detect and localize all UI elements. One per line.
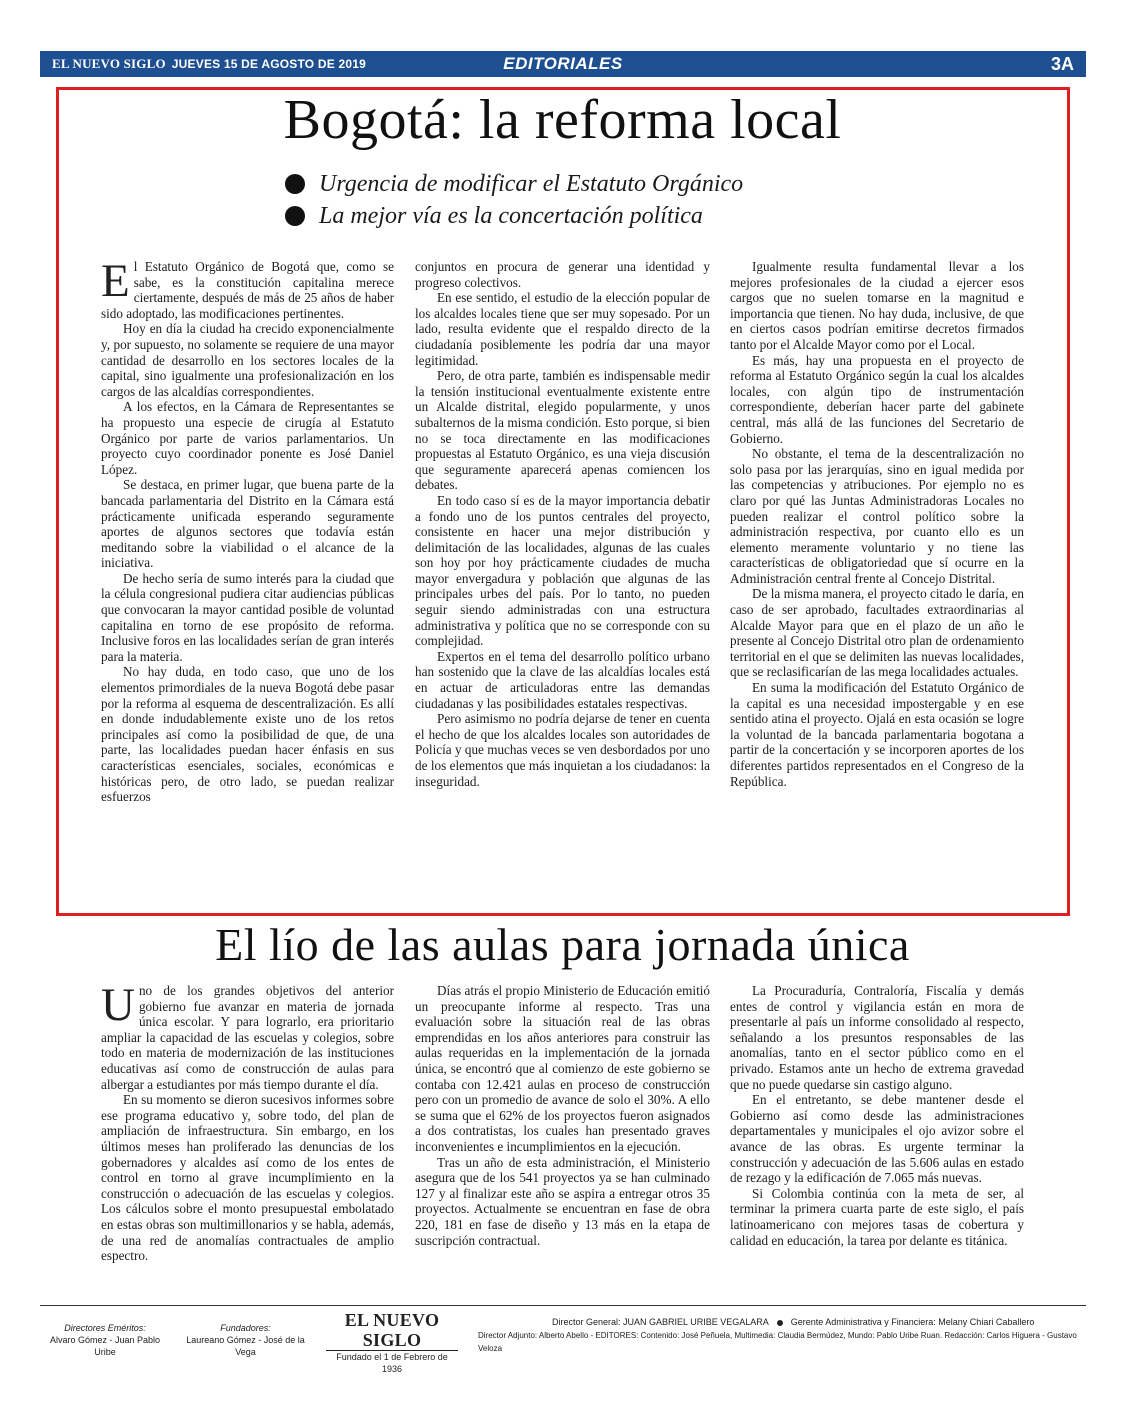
article2-column-2 bbox=[415, 983, 710, 1248]
fundadores-names: Laureano Gómez - José de la Vega bbox=[186, 1335, 305, 1357]
paragraph: Tras un año de esta administración, el Ministerio asegura que de los 541 proyectos ya se han culminado 127 y al finalizar este año se aspira a entregar otros 35 proyectos. Actualmente se encuentran en fase de obra 220, 181 en fase de diseño y 13 más en la etapa de suscripción contractual. bbox=[415, 1154, 710, 1248]
article1-deck bbox=[285, 168, 743, 232]
paragraph: Es más, hay una propuesta en el proyecto de reforma al Estatuto Orgánico según la cual los alcaldes locales, con algún tipo de instrumentación correspondiente, deberían hacer parte del gabinete central, más allá de las funciones del Secretario de Gobierno. bbox=[730, 352, 1024, 446]
masthead-brand: EL NUEVO SIGLO bbox=[52, 56, 166, 71]
paragraph: De la misma manera, el proyecto citado le daría, en caso de ser aprobado, facultades extraordinarias al Alcalde Mayor para que en el plazo de un año le presente al Concejo Distrital otro plan de ordenamiento territorial en el que se delimiten las nuevas localidades, que se reclasificarían de las mega localidades actuales. bbox=[730, 586, 1024, 680]
deck-text: La mejor vía es la concertación política bbox=[319, 202, 703, 229]
article2-column-1 bbox=[101, 979, 394, 1264]
paragraph: Días atrás el propio Ministerio de Educación emitió un preocupante informe al respecto. Tras una evaluación sobre la situación real de las obras emprendidas en los años anteriores para construir las aulas requeridas en la implementación de la jornada única, se encontró que al comienzo de este gobierno se contaba con 12.421 aulas en proceso de construcción pero con un promedio de avance de solo el 30%. A ello se suma que el 62% de los proyectos fueron asignados a dos contratistas, los cuales han presentado graves inconvenientes e incumplimientos en la ejecución. bbox=[415, 983, 710, 1154]
masthead-date: JUEVES 15 DE AGOSTO DE 2019 bbox=[171, 57, 366, 71]
deck-line bbox=[285, 200, 743, 232]
paragraph: Si Colombia continúa con la meta de ser, al terminar la primera cuarta parte de este siglo, el país latinoamericano con mejores tasas de cobertura y calidad en educación, la tarea por delante es titánica. bbox=[730, 1185, 1024, 1248]
paragraph: Pero, de otra parte, también es indispensable medir la tensión institucional eventualmente existente entre un Alcalde distrital, elegido popularmente, y unos subalternos de la misma condición. Esto porque, si bien no se toca directamente en las modificaciones propuestas al Estatuto Orgánico, es una vieja discusión que seguramente aparecerá apenas comiencen los debates. bbox=[415, 368, 710, 493]
article1-column-2 bbox=[415, 259, 710, 789]
paragraph: De hecho sería de sumo interés para la ciudad que la célula congresional pudiera citar audiencias públicas que convocaran la mayor cantidad posible de voluntad capitalina en torno de ese propósito de reforma. Inclusive foros en las localidades serían de gran interés para la materia. bbox=[101, 570, 394, 664]
paragraph: No obstante, el tema de la descentralización no solo pasa por las jerarquías, sino en igual medida por las competencias y atribuciones. Por ejemplo no es claro por qué las Juntas Administradoras Locales no pueden realizar el control político sobre la administración respectiva, por cuanto ello es un elemento meramente voluntario y no tiene las características de obligatoriedad que sí ocurre en la Administración central frente al Concejo Distrital. bbox=[730, 446, 1024, 586]
drop-cap: E bbox=[101, 255, 130, 307]
paragraph: Igualmente resulta fundamental llevar a los mejores profesionales de la ciudad a ejercer esos cargos que no suelen tomarse en la magnitud e importancia que tienen. No hay duda, inclusive, de que en ciertos casos podrían emitirse decretos firmados tanto por el Alcalde Mayor como por el Local. bbox=[730, 259, 1024, 352]
footer-logo: EL NUEVO SIGLO bbox=[326, 1310, 458, 1351]
paragraph: Expertos en el tema del desarrollo político urbano han sostenido que la clave de las alcaldías locales está en actuar de articuladoras entre las demandas ciudadanas y las posibilidades estatales respectivas. bbox=[415, 648, 710, 711]
paragraph bbox=[101, 255, 394, 321]
staff-line-2: Director Adjunto: Alberto Abello - EDITORES: Contenido: José Peñuela, Multimedia: Claudia Bermúdez, Mundo: Pablo Uribe Ruan. Redacción: Carlos Higuera - Gustavo Veloza bbox=[478, 1331, 1077, 1353]
masthead-left bbox=[52, 56, 366, 72]
paragraph-text: l Estatuto Orgánico de Bogotá que, como se sabe, es la constitución capitalina merece ciertamente, después de más de 25 años de haber sido adoptado, las modificaciones pertinentes. bbox=[101, 259, 394, 321]
footer-fundadores bbox=[178, 1322, 313, 1358]
gerente: Gerente Administrativa y Financiera: Melany Chiari Caballero bbox=[790, 1317, 1035, 1327]
paragraph: En suma la modificación del Estatuto Orgánico de la capital es una necesidad impostergable y en ese sentido atina el proyecto. Ojalá en esta ocasión se logre la voluntad de la bancada parlamentaria bogotana a partir de la concertación y se incorporen aportes de los diferentes partidos representados en el Congreso de la República. bbox=[730, 680, 1024, 789]
paragraph: conjuntos en procura de generar una identidad y progreso colectivos. bbox=[415, 259, 710, 290]
masthead-bar bbox=[40, 51, 1086, 77]
article2-headline: El lío de las aulas para jornada única bbox=[215, 919, 910, 970]
founded-date: Fundado el 1 de Febrero de 1936 bbox=[336, 1352, 448, 1374]
bullet-icon bbox=[777, 1320, 783, 1326]
bullet-icon bbox=[285, 206, 305, 226]
emeritos-names: Alvaro Gómez - Juan Pablo Uribe bbox=[49, 1335, 161, 1357]
page-number: 3A bbox=[1050, 53, 1074, 74]
director-general: Director General: JUAN GABRIEL URIBE VEGALARA bbox=[552, 1317, 769, 1327]
paragraph: En el entretanto, se debe mantener desde el Gobierno así como desde las administraciones departamentales y municipales el ojo avizor sobre el avance de las obras. Es urgente terminar la construcción y adecuación de las 5.606 aulas en estado de rezago y la edificación de 7.065 más nuevas. bbox=[730, 1092, 1024, 1186]
paragraph: En ese sentido, el estudio de la elección popular de los alcaldes locales tiene que ser muy sopesado. Por un lado, resulta evidente que el respaldo directo de la ciudadanía posiblemente les podría dar una mayor legitimidad. bbox=[415, 290, 710, 368]
paragraph-text: no de los grandes objetivos del anterior gobierno fue avanzar en materia de jornada única escolar. Y para lograrlo, era prioritario ampliar la capacidad de las escuelas y colegios, sobre todo en materia de modernización de las instituciones educativas así como de construcción de aulas para albergar a estudiantes por más tiempo durante el día. bbox=[101, 983, 394, 1092]
footer-staff bbox=[478, 1316, 1086, 1355]
footer-emeritos bbox=[40, 1322, 170, 1358]
paragraph: En su momento se dieron sucesivos informes sobre ese programa educativo y, sobre todo, del plan de ampliación de infraestructura. Sin embargo, en los últimos meses han proliferado las denuncias de los gobernadores y alcaldes así como de los entes de control en torno al grave incumplimiento en la construcción o adecuación de las escuelas y colegios. Los cálculos sobre el monto presupuestal embolatado en estas obras son multimillonarios y se habla, además, de una red de anomalías contractuales de amplio espectro. bbox=[101, 1092, 394, 1264]
paragraph: Pero asimismo no podría dejarse de tener en cuenta el hecho de que los alcaldes locales son autoridades de Policía y que muchas veces se ven desbordados por uno de los elementos que más inquietan a los ciudadanos: la inseguridad. bbox=[415, 711, 710, 789]
fundadores-label: Fundadores: bbox=[220, 1323, 271, 1333]
footer-logo-block bbox=[326, 1310, 458, 1375]
article2-column-3 bbox=[730, 983, 1024, 1248]
paragraph: La Procuraduría, Contraloría, Fiscalía y demás entes de control y vigilancia están en mora de presentarle al país un informe consolidado al respecto, señalando a los presuntos responsables de las anomalías, tanto en el sector público como en el privado. Estamos ante un hecho de extrema gravedad que no puede quedarse sin castigo alguno. bbox=[730, 983, 1024, 1092]
paragraph bbox=[101, 979, 394, 1092]
emeritos-label: Directores Eméritos: bbox=[64, 1323, 146, 1333]
drop-cap: U bbox=[101, 979, 135, 1031]
section-title: EDITORIALES bbox=[503, 54, 623, 73]
paragraph: No hay duda, en todo caso, que uno de los elementos primordiales de la nueva Bogotá debe pasar por la reforma al esquema de descentralización. Es allí en donde indudablemente existe uno de los retos principales así como la posibilidad de que, de una parte, las localidades puedan hacer énfasis en sus características esenciales, sociales, económicas e históricas pero, de otro lado, se puedan realizar esfuerzos bbox=[101, 664, 394, 805]
article1-column-1 bbox=[101, 255, 394, 805]
paragraph: En todo caso sí es de la mayor importancia debatir a fondo uno de los puntos centrales del proyecto, consistente en hacer una mejor distribución y delimitación de las localidades, algunas de las cuales son hoy por hoy prácticamente ciudades de mucha mayor envergadura y población que algunas de las principales urbes del país. Por lo tanto, no pueden seguir siendo administradas con una estructura administrativa y política que no se corresponde con su complejidad. bbox=[415, 492, 710, 649]
footer-divider bbox=[40, 1305, 1086, 1306]
paragraph: A los efectos, en la Cámara de Representantes se ha propuesto una especie de cirugía al Estatuto Orgánico por parte de varios parlamentarios. Un proyecto cuyo coordinador ponente es José Daniel López. bbox=[101, 399, 394, 477]
deck-line bbox=[285, 168, 743, 200]
paragraph: Hoy en día la ciudad ha crecido exponencialmente y, por supuesto, no solamente se requiere de una mayor cantidad de desarrollo en los sectores locales de la capital, sino igualmente una profesionalización en los cargos de las alcaldías correspondientes. bbox=[101, 321, 394, 399]
article1-headline: Bogotá: la reforma local bbox=[283, 89, 842, 151]
staff-line-1 bbox=[478, 1316, 1086, 1329]
deck-text: Urgencia de modificar el Estatuto Orgánico bbox=[319, 170, 744, 197]
article1-column-3 bbox=[730, 259, 1024, 789]
bullet-icon bbox=[285, 174, 305, 194]
paragraph: Se destaca, en primer lugar, que buena parte de la bancada parlamentaria del Distrito en la Cámara está prácticamente unificada esperando seguramente aportes de algunos sectores que todavía están meditando sobre la viabilidad o el alcance de la iniciativa. bbox=[101, 477, 394, 571]
